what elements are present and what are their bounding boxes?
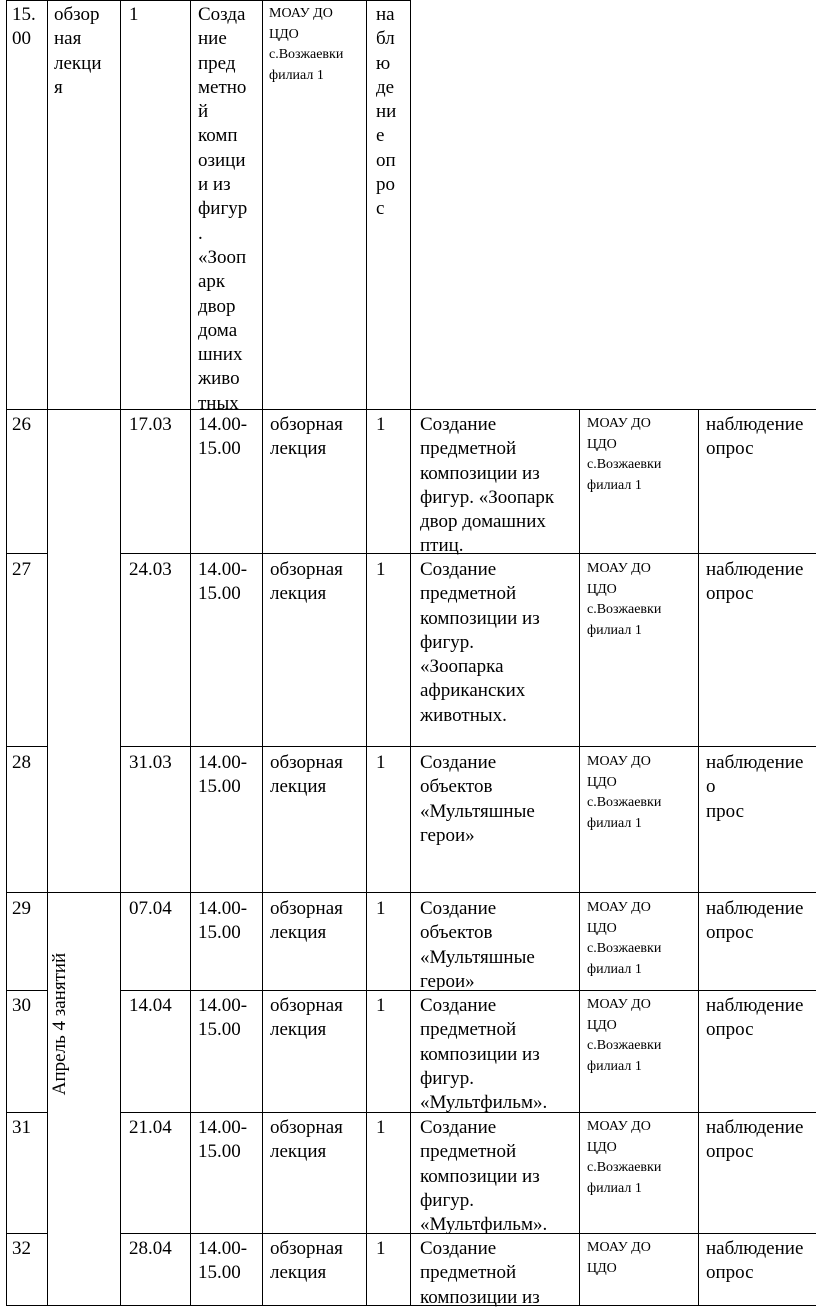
cell-hours: 1 — [376, 414, 386, 435]
grid-line — [6, 892, 816, 893]
cell-hours: 1 — [376, 559, 386, 580]
cell-num: 30 — [12, 995, 31, 1016]
cell-form: обзорная лекция — [270, 752, 343, 798]
cell-form: обзорная лекция — [270, 559, 343, 605]
cell-num: 31 — [12, 1117, 31, 1138]
cell-hours: 1 — [376, 898, 386, 919]
cell-place: МОАУ ДО ЦДО с.Возжаевки филиал 1 — [587, 754, 662, 831]
cell-num: 32 — [12, 1238, 31, 1259]
grid-line — [120, 746, 816, 747]
cell-date: 31.03 — [129, 752, 172, 773]
grid-line — [6, 746, 47, 747]
cell-control: наблюдение опрос — [706, 995, 804, 1041]
cell-hours: 1 — [376, 995, 386, 1016]
cell-place: МОАУ ДО ЦДО с.Возжаевки филиал 1 — [587, 1119, 662, 1196]
cell-date: 21.04 — [129, 1117, 172, 1138]
cell-control: наблюдение опрос — [706, 414, 804, 460]
cell-place: МОАУ ДО ЦДО с.Возжаевки филиал 1 — [587, 416, 662, 493]
cell-control: наблюдение о прос — [706, 752, 804, 822]
grid-line — [698, 409, 699, 1306]
cell-topic: Создание предметной композиции из фигур. «Мультфильм». — [420, 995, 548, 1114]
cell-date: 14.04 — [129, 995, 172, 1016]
cell-hours: 1 — [376, 752, 386, 773]
cell-topic: Создание объектов «Мультяшные герои» — [420, 898, 535, 992]
cell-topic: Созда ние пред метно й комп озици и из фигур . «Зооп арк двор дома шних живо тных — [198, 4, 248, 414]
cell-form: обзорная лекция — [270, 995, 343, 1041]
cell-place: МОАУ ДО ЦДО с.Возжаевки филиал 1 — [587, 997, 662, 1074]
cell-date: 24.03 — [129, 559, 172, 580]
grid-line — [6, 1112, 47, 1113]
grid-line — [120, 0, 121, 1306]
cell-control: наблюдение опрос — [706, 559, 804, 605]
cell-hours: 1 — [376, 1117, 386, 1138]
cell-place: МОАУ ДО ЦДО — [587, 1240, 651, 1276]
cell-date: 17.03 — [129, 414, 172, 435]
grid-line — [6, 0, 7, 1306]
cell-num: 29 — [12, 898, 31, 919]
cell-time: 14.00- 15.00 — [198, 995, 248, 1041]
cell-form: обзорная лекция — [270, 414, 343, 460]
grid-line — [190, 0, 191, 1306]
cell-place: МОАУ ДО ЦДО с.Возжаевки филиал 1 — [269, 6, 344, 83]
cell-hours: 1 — [129, 4, 139, 25]
cell-num: 27 — [12, 559, 31, 580]
cell-topic: Создание предметной композиции из — [420, 1238, 540, 1308]
table-border-top — [6, 0, 411, 1]
cell-control: наблюдение опрос — [706, 1117, 804, 1163]
cell-form: обзорная лекция — [270, 1238, 343, 1284]
table-border-bottom — [6, 1305, 816, 1306]
cell-topic: Создание объектов «Мультяшные герои» — [420, 752, 535, 846]
cell-place: МОАУ ДО ЦДО с.Возжаевки филиал 1 — [587, 900, 662, 977]
grid-line — [410, 0, 411, 1306]
cell-control: на бл ю де ни e оп ро с — [376, 4, 397, 220]
cell-date: 28.04 — [129, 1238, 172, 1259]
cell-form: обзор ная лекци я — [54, 4, 102, 98]
cell-topic: Создание предметной композиции из фигур. «Зоопарк двор домашних птиц. — [420, 414, 555, 557]
cell-time: 14.00- 15.00 — [198, 1117, 248, 1163]
grid-line — [366, 0, 367, 1306]
cell-topic: Создание предметной композиции из фигур. «Мультфильм». — [420, 1117, 548, 1236]
cell-form: обзорная лекция — [270, 1117, 343, 1163]
cell-place: МОАУ ДО ЦДО с.Возжаевки филиал 1 — [587, 561, 662, 638]
cell-date: 07.04 — [129, 898, 172, 919]
cell-hours: 1 — [376, 1238, 386, 1259]
grid-line — [6, 553, 47, 554]
cell-time: 14.00- 15.00 — [198, 559, 248, 605]
cell-control: наблюдение опрос — [706, 898, 804, 944]
cell-time: 14.00- 15.00 — [198, 898, 248, 944]
grid-line — [579, 409, 580, 1306]
cell-time: 15. 00 — [12, 4, 36, 50]
cell-control: наблюдение опрос — [706, 1238, 804, 1284]
grid-line — [6, 1233, 47, 1234]
cell-topic: Создание предметной композиции из фигур. «Зоопарка африканских животных. — [420, 559, 540, 726]
cell-num: 28 — [12, 752, 31, 773]
grid-line — [6, 990, 47, 991]
cell-time: 14.00- 15.00 — [198, 752, 248, 798]
cell-time: 14.00- 15.00 — [198, 414, 248, 460]
cell-time: 14.00- 15.00 — [198, 1238, 248, 1284]
cell-num: 26 — [12, 414, 31, 435]
grid-line — [262, 0, 263, 1306]
grid-line — [6, 409, 816, 410]
month-label: Апрель 4 занятий — [49, 952, 70, 1096]
cell-form: обзорная лекция — [270, 898, 343, 944]
